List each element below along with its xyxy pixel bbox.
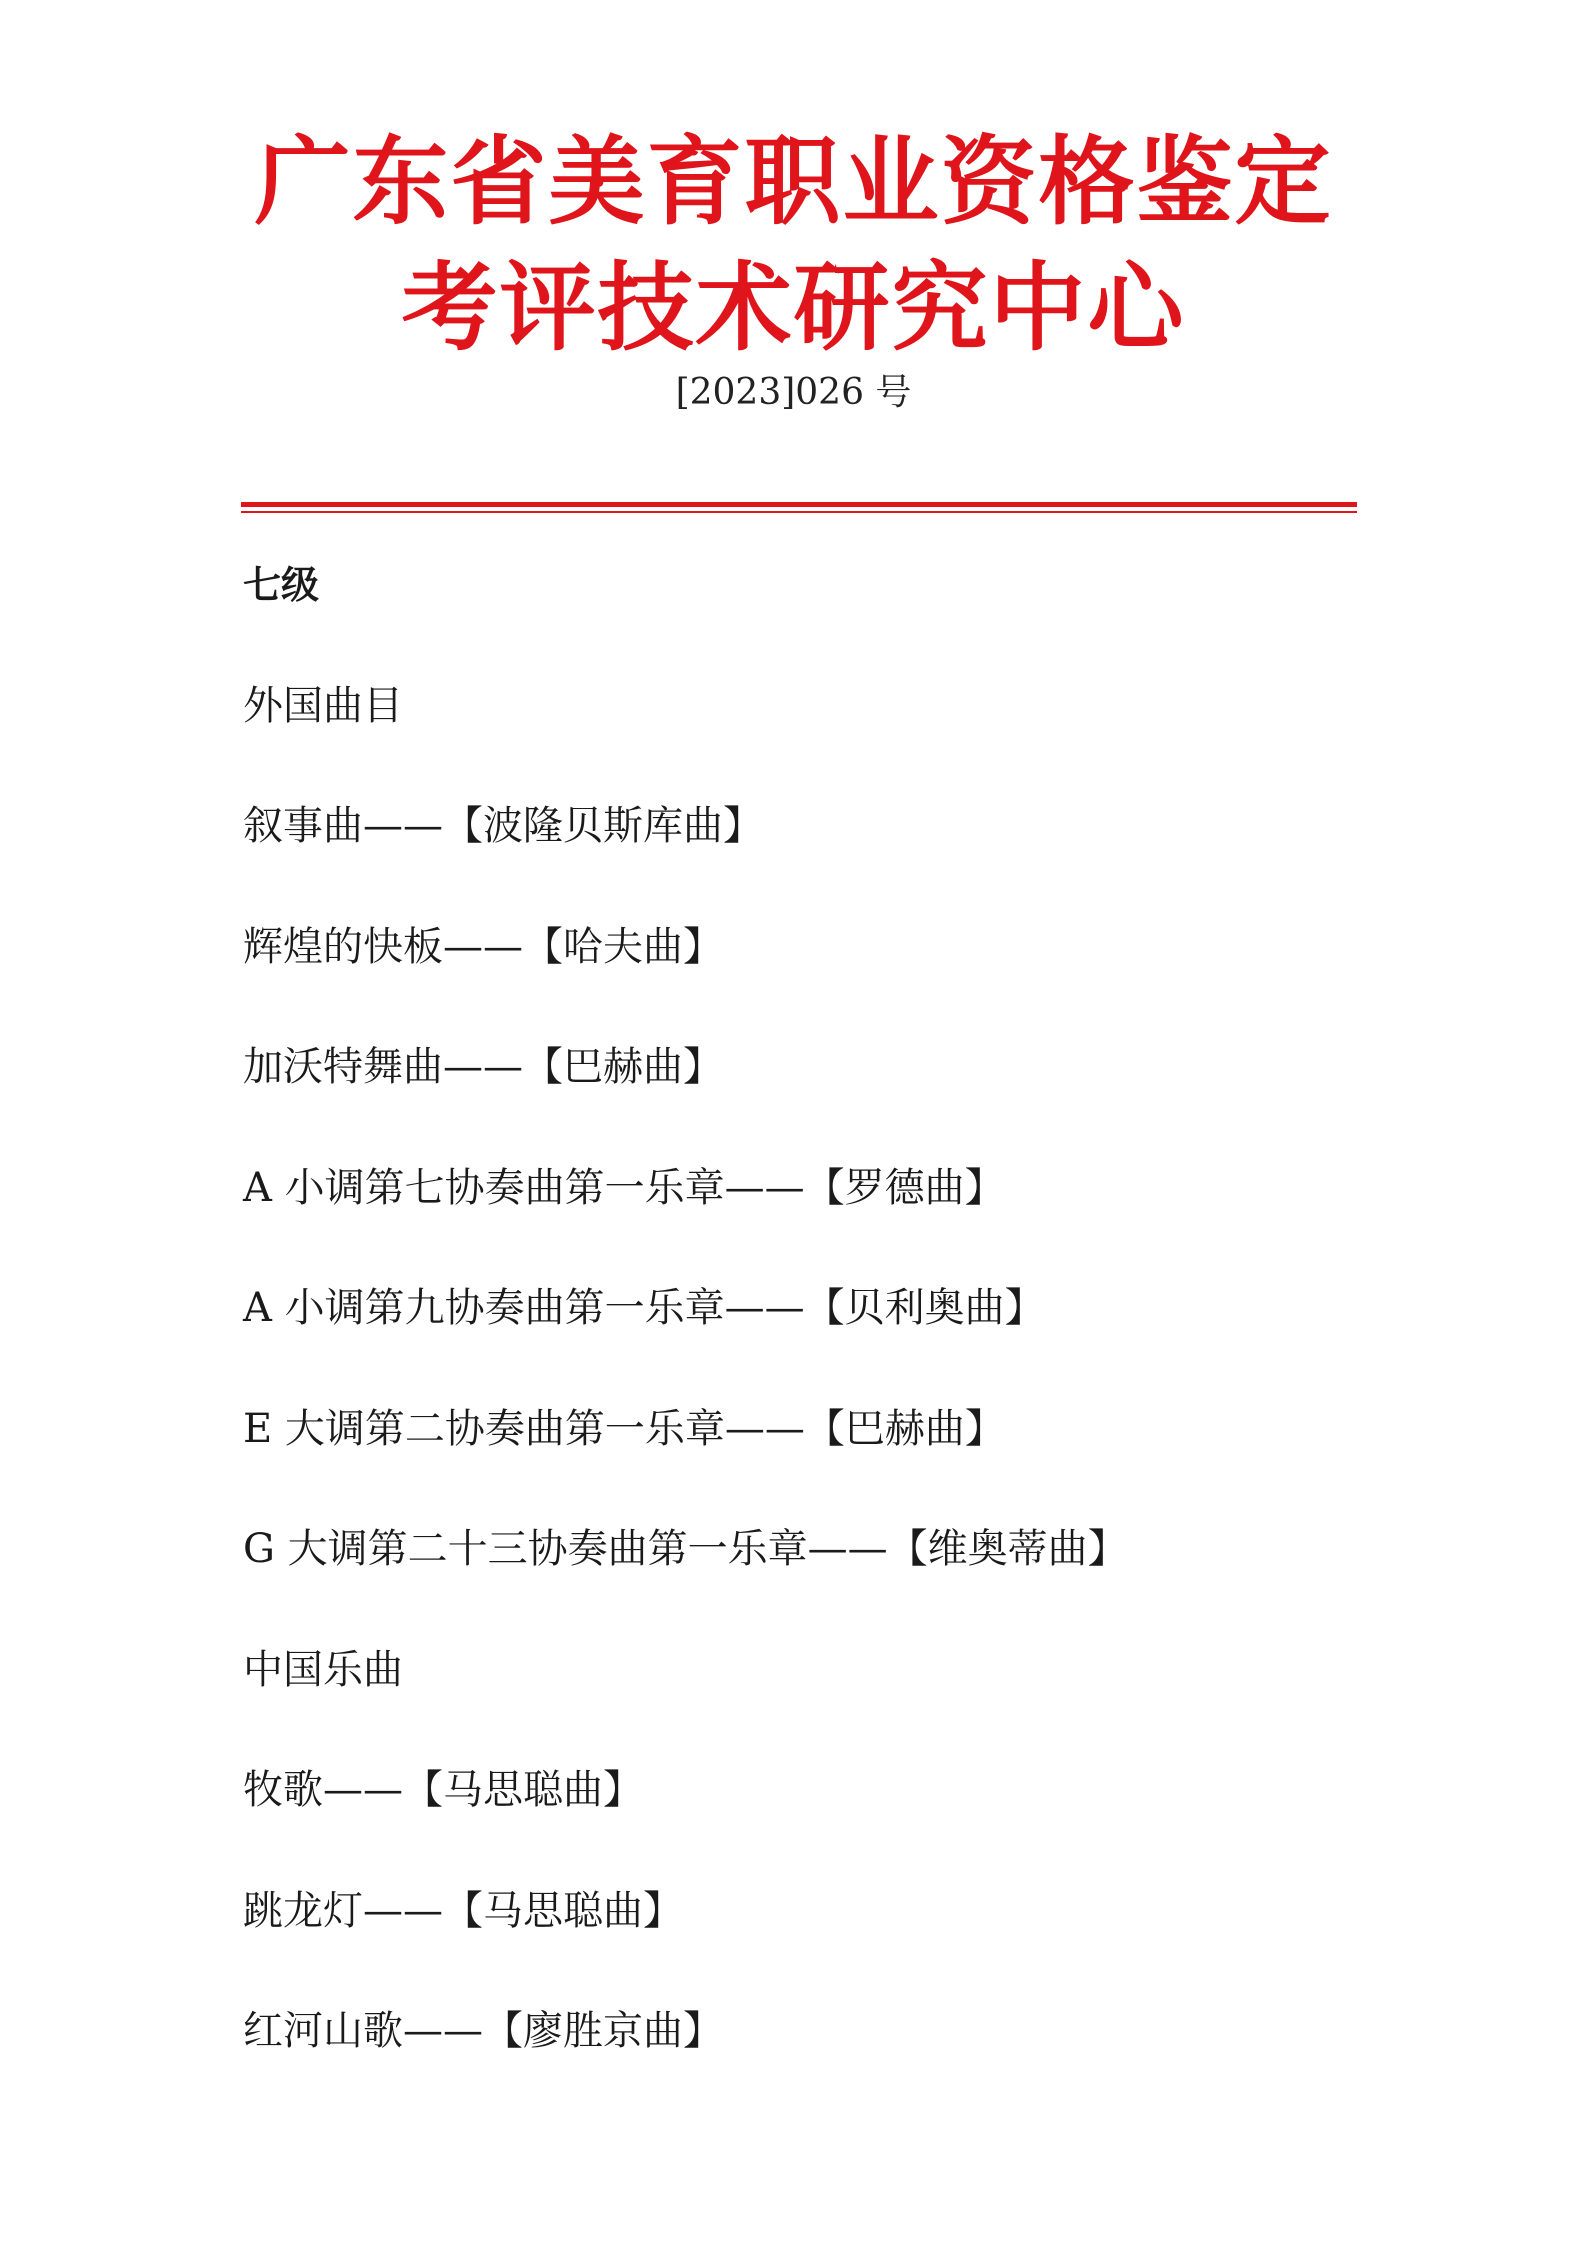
document-body [243, 525, 1353, 2092]
document-number: [2023]026 号 [675, 372, 912, 413]
header-divider-thick [241, 502, 1357, 507]
repertoire-item: 红河山歌——【廖胜京曲】 [243, 2008, 723, 2055]
repertoire-item: 辉煌的快板——【哈夫曲】 [243, 923, 723, 970]
grade-heading: 七级 [243, 563, 320, 608]
section-heading-chinese: 中国乐曲 [243, 1646, 403, 1693]
repertoire-item: G 大调第二十三协奏曲第一乐章——【维奥蒂曲】 [243, 1526, 1128, 1573]
section-heading-foreign: 外国曲目 [243, 682, 403, 729]
repertoire-item: 跳龙灯——【马思聪曲】 [243, 1887, 683, 1934]
repertoire-item: E 大调第二协奏曲第一乐章——【巴赫曲】 [243, 1405, 1005, 1452]
repertoire-item: A 小调第七协奏曲第一乐章——【罗德曲】 [243, 1164, 1005, 1211]
header-divider-thin [241, 511, 1357, 513]
repertoire-item: 叙事曲——【波隆贝斯库曲】 [243, 803, 763, 850]
repertoire-item: 牧歌——【马思聪曲】 [243, 1767, 643, 1814]
header-title-line-2: 考评技术研究中心 [401, 252, 1186, 364]
repertoire-item: A 小调第九协奏曲第一乐章——【贝利奥曲】 [243, 1285, 1045, 1332]
repertoire-item: 加沃特舞曲——【巴赫曲】 [243, 1044, 723, 1091]
header-title-line-1: 广东省美育职业资格鉴定 [254, 126, 1333, 238]
